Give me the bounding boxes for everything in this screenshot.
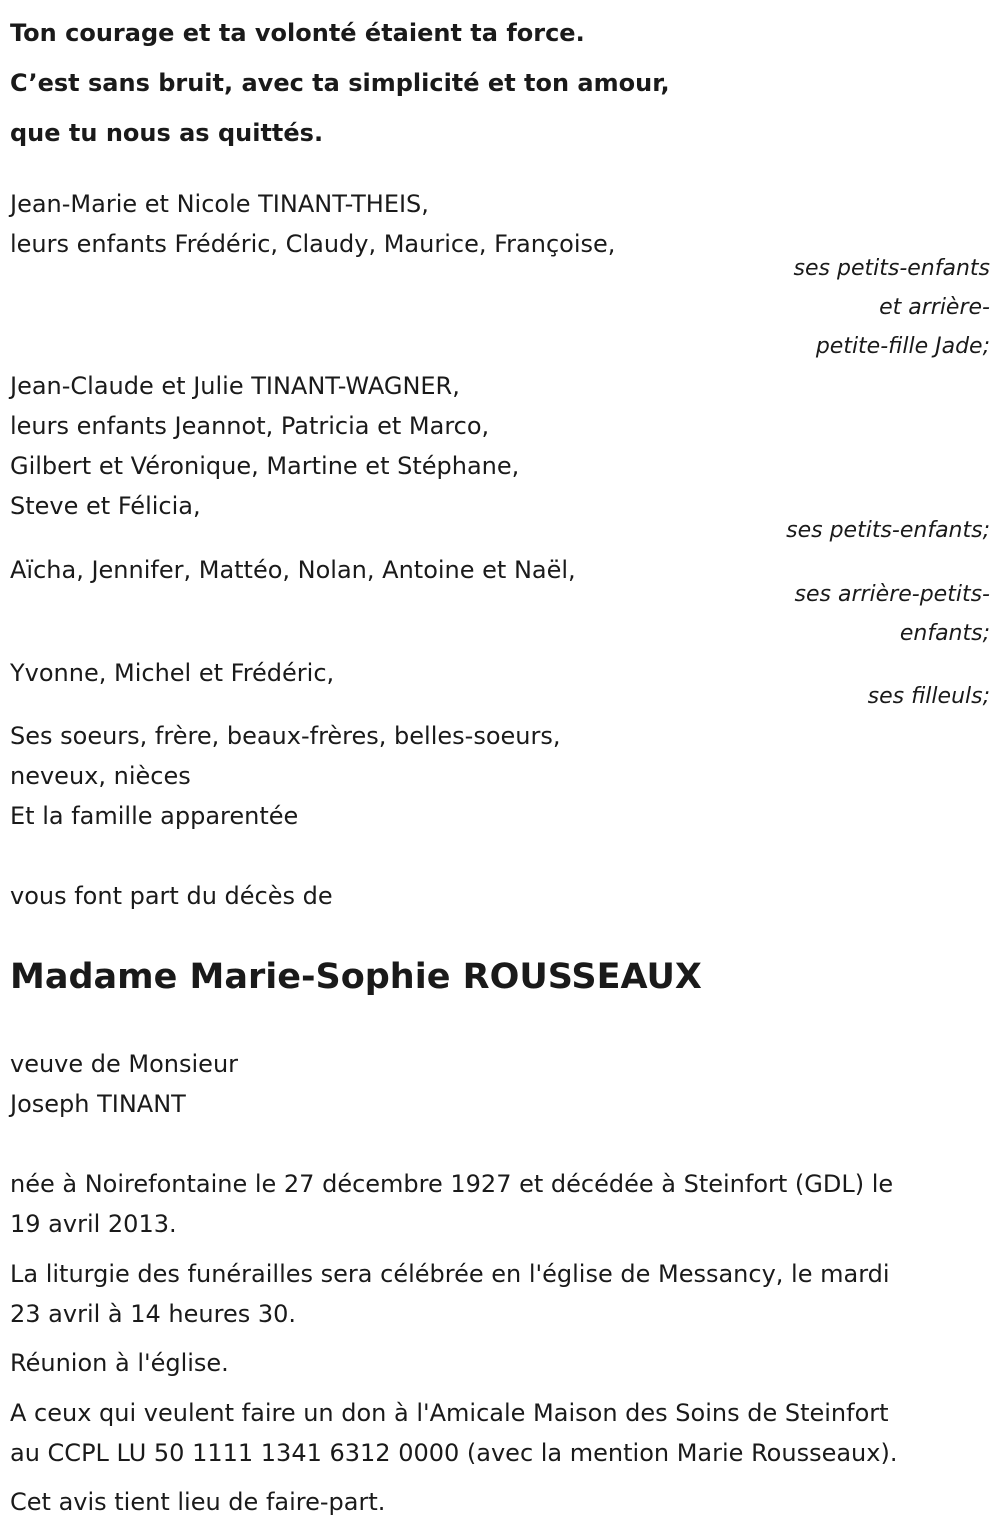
widow-line: Joseph TINANT <box>10 1090 186 1118</box>
family-line: Jean-Claude et Julie TINANT-WAGNER, <box>10 372 460 400</box>
widow-of <box>10 1044 238 1124</box>
relation-line: ses arrière-petits- <box>794 582 990 607</box>
family-tinant-wagner <box>10 366 519 526</box>
meeting-info <box>10 1343 995 1383</box>
relation-line: enfants; <box>899 621 990 646</box>
info-line: née à Noirefontaine le 27 décembre 1927 et décédée à Steinfort (GDL) le <box>10 1170 894 1198</box>
info-line: A ceux qui veulent faire un don à l'Amicale Maison des Soins de Steinfort <box>10 1399 889 1427</box>
donation-info <box>10 1393 995 1473</box>
relation-line: et arrière- <box>879 295 990 320</box>
opening-quote <box>10 8 670 158</box>
family-line: Steve et Félicia, <box>10 492 201 520</box>
family-line: Yvonne, Michel et Frédéric, <box>10 659 335 687</box>
info-line: au CCPL LU 50 1111 1341 6312 0000 (avec la mention Marie Rousseaux). <box>10 1439 898 1467</box>
quote-line: que tu nous as quittés. <box>10 119 324 147</box>
liturgy-info <box>10 1254 995 1334</box>
widow-line: veuve de Monsieur <box>10 1050 239 1078</box>
siblings-and-family <box>10 716 560 836</box>
announcement-text <box>10 876 333 916</box>
birth-death-info <box>10 1164 995 1244</box>
relation-grandchildren <box>786 511 990 550</box>
relation-line: petite-fille Jade; <box>815 334 990 359</box>
great-grandchildren-names <box>10 550 576 590</box>
info-line: 19 avril 2013. <box>10 1210 177 1238</box>
info-line: 23 avril à 14 heures 30. <box>10 1300 297 1328</box>
godchildren-names <box>10 653 334 693</box>
info-line: La liturgie des funérailles sera célébrée en l'église de Messancy, le mardi <box>10 1260 890 1288</box>
family-line: leurs enfants Jeannot, Patricia et Marco, <box>10 412 490 440</box>
quote-line: C’est sans bruit, avec ta simplicité et ton amour, <box>10 69 670 97</box>
announcement-line: vous font part du décès de <box>10 882 333 910</box>
family-tinant-theis <box>10 184 615 264</box>
family-line: Jean-Marie et Nicole TINANT-THEIS, <box>10 190 429 218</box>
info-line: Cet avis tient lieu de faire-part. <box>10 1488 386 1516</box>
family-line: Gilbert et Véronique, Martine et Stéphane, <box>10 452 520 480</box>
relation-grandchildren-and-great-granddaughter <box>794 249 990 366</box>
family-line: leurs enfants Frédéric, Claudy, Maurice, Françoise, <box>10 230 616 258</box>
family-line: neveux, nièces <box>10 762 191 790</box>
notice-info <box>10 1482 995 1522</box>
relation-godchildren <box>868 677 990 716</box>
deceased-name: Madame Marie-Sophie ROUSSEAUX <box>10 957 702 997</box>
relation-line: ses filleuls; <box>867 684 990 709</box>
relation-great-grandchildren <box>795 575 990 653</box>
family-line: Aïcha, Jennifer, Mattéo, Nolan, Antoine et Naël, <box>10 556 576 584</box>
relation-line: ses petits-enfants <box>793 256 990 281</box>
family-line: Ses soeurs, frère, beaux-frères, belles-soeurs, <box>10 722 561 750</box>
family-line: Et la famille apparentée <box>10 802 299 830</box>
relation-line: ses petits-enfants; <box>786 518 990 543</box>
quote-line: Ton courage et ta volonté étaient ta force. <box>10 19 585 47</box>
info-line: Réunion à l'église. <box>10 1349 229 1377</box>
